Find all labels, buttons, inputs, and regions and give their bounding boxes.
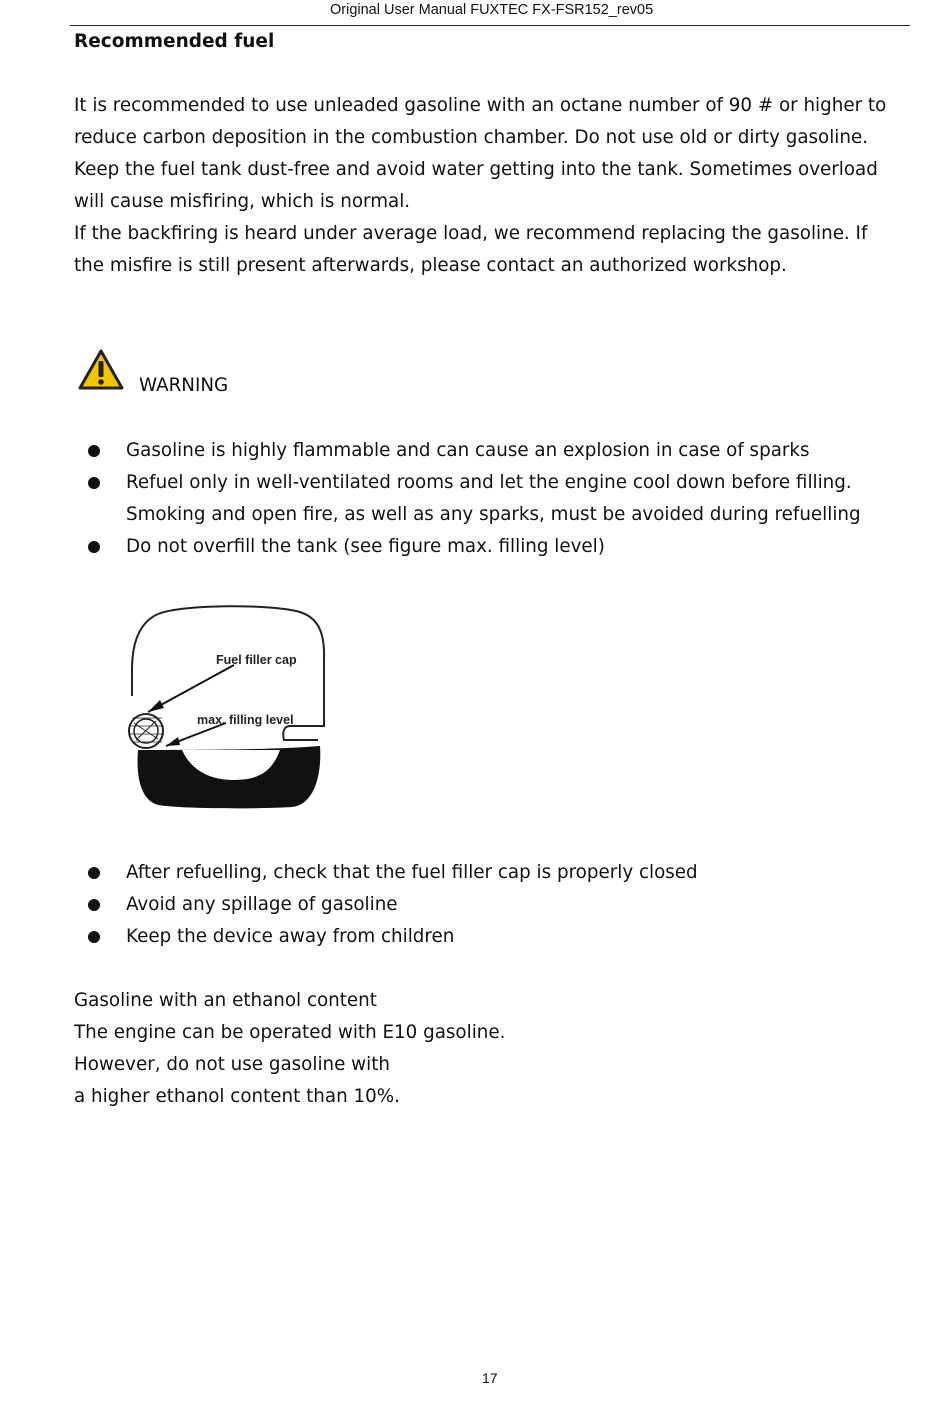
ethanol-line: Gasoline with an ethanol content <box>74 990 377 1011</box>
figure-label-level: max. filling level <box>197 713 294 727</box>
list-item <box>0 889 698 921</box>
intro-paragraph <box>74 90 924 282</box>
ethanol-line: However, do not use gasoline with <box>74 1054 390 1075</box>
intro-line: It is recommended to use unleaded gasoline with an octane number of 90 # or higher to <box>74 95 887 116</box>
bullet-dot <box>88 931 100 943</box>
section-title: Recommended fuel <box>74 31 275 52</box>
list-item <box>0 467 861 499</box>
bullet-text: Smoking and open fire, as well as any sparks, must be avoided during refuelling <box>126 504 861 525</box>
intro-line: will cause misfiring, which is normal. <box>74 191 411 212</box>
intro-line: Keep the fuel tank dust-free and avoid water getting into the tank. Sometimes overload <box>74 159 878 180</box>
safety-bullet-list <box>0 857 698 953</box>
warning-triangle-icon <box>77 348 125 392</box>
bullet-text: Keep the device away from children <box>126 926 455 947</box>
list-item <box>0 435 861 467</box>
bullet-dot <box>88 445 100 457</box>
bullet-text: Refuel only in well-ventilated rooms and let the engine cool down before filling. <box>126 472 852 493</box>
intro-line: If the backfiring is heard under average load, we recommend replacing the gasoline. If <box>74 223 868 244</box>
bullet-text: Avoid any spillage of gasoline <box>126 894 398 915</box>
list-item-continuation <box>0 499 861 531</box>
ethanol-line: a higher ethanol content than 10%. <box>74 1086 400 1107</box>
list-item <box>0 921 698 953</box>
running-header: Original User Manual FUXTEC FX-FSR152_rev05 <box>330 2 654 18</box>
bullet-dot <box>88 541 100 553</box>
warning-bullet-list <box>0 435 861 563</box>
figure-label-cap: Fuel filler cap <box>216 653 297 667</box>
ethanol-paragraph <box>74 985 924 1113</box>
bullet-dot <box>88 899 100 911</box>
bullet-dot <box>88 477 100 489</box>
page-number: 17 <box>482 1370 498 1386</box>
fuel-tank-figure <box>122 600 334 815</box>
ethanol-line: The engine can be operated with E10 gasoline. <box>74 1022 506 1043</box>
intro-line: reduce carbon deposition in the combustion chamber. Do not use old or dirty gasoline. <box>74 127 869 148</box>
list-item <box>0 857 698 889</box>
fuel-cap-icon <box>129 714 164 748</box>
bullet-dot <box>88 867 100 879</box>
bullet-text: After refuelling, check that the fuel filler cap is properly closed <box>126 862 698 883</box>
bullet-text: Gasoline is highly flammable and can cause an explosion in case of sparks <box>126 440 810 461</box>
bullet-text: Do not overfill the tank (see figure max. filling level) <box>126 536 605 557</box>
intro-line: the misfire is still present afterwards, please contact an authorized workshop. <box>74 255 787 276</box>
list-item <box>0 531 861 563</box>
header-rule <box>70 25 910 26</box>
warning-label: WARNING <box>139 375 229 396</box>
